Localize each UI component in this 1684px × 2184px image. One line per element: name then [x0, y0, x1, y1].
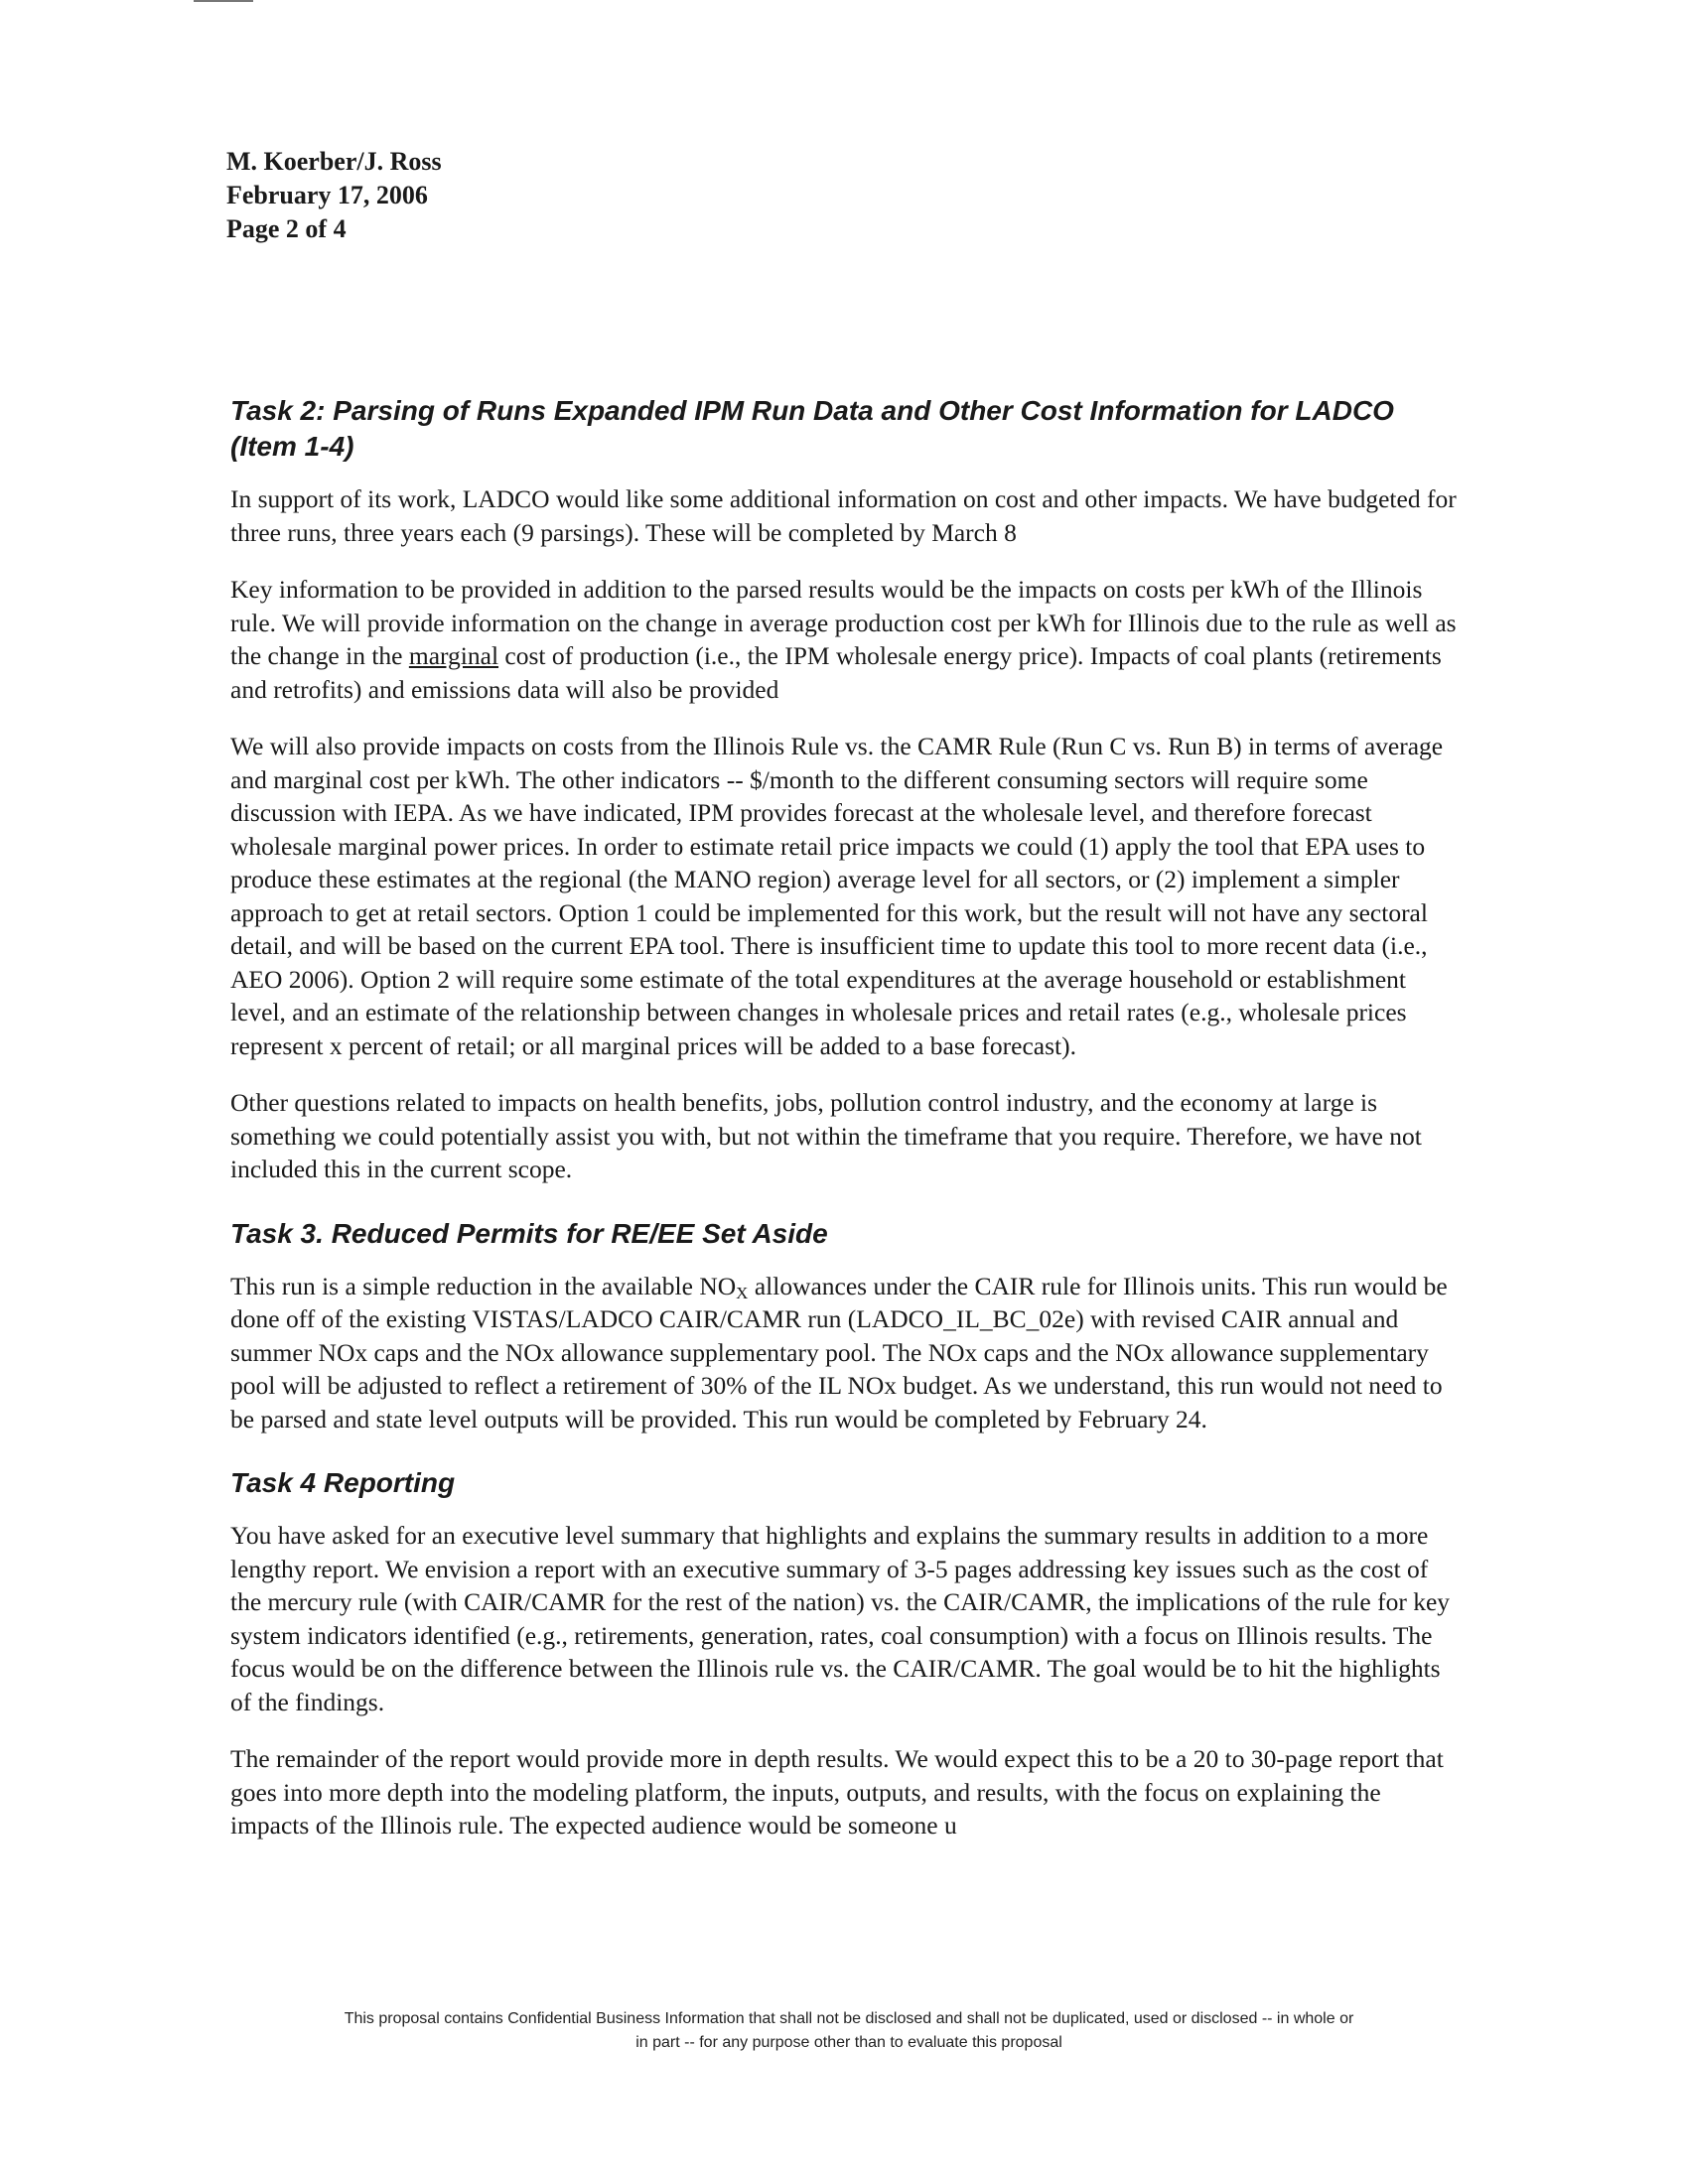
footer-line-2: in part -- for any purpose other than to evaluate this proposal — [635, 2034, 1062, 2051]
task-3-paragraph-1-part-a: This run is a simple reduction in the available NO — [230, 1271, 737, 1300]
task-2-paragraph-2-part-b: cost of production (i.e., the IPM wholesale energy price). Impacts of coal plants (retirements and retrofits) and emissions data will also be provided — [230, 641, 1442, 704]
page-number: Page 2 of 4 — [226, 214, 347, 243]
task-3-paragraph-1-part-b: allowances under the CAIR rule for Illinois units. This run would be done off of the existing VISTAS/LADCO CAIR/CAMR run (LADCO_IL_BC_02e) with revised CAIR annual and summer NOx caps and the NOx allowance supplementary pool. The NOx caps and the NOx allowance supplementary pool will be adjusted to reflect a retirement of 30% of the IL NOx budget. As we understand, this run would not need to be parsed and state level outputs will be provided. This run would be completed by February 24. — [230, 1271, 1448, 1433]
header-date: February 17, 2006 — [226, 181, 428, 209]
task-2-paragraph-4: Other questions related to impacts on health benefits, jobs, pollution control industry, and the economy at large is something we could potentially assist you with, but not within the timeframe that you require. Therefore, we have not included this in the current scope. — [230, 1088, 1422, 1183]
confidentiality-footer — [228, 2007, 1470, 2055]
task-2-paragraph-2 — [230, 573, 1462, 706]
marginal-underlined: marginal — [408, 641, 499, 670]
nox-subscript: X — [736, 1283, 749, 1302]
author-line: M. Koerber/J. Ross — [226, 147, 442, 176]
task-4-paragraph-2: The remainder of the report would provide more in depth results. We would expect this to be a 20 to 30-page report that goes into more depth into the modeling platform, the inputs, outputs, and results, with the focus on explaining the impacts of the Illinois rule. The expected audience would be someone u — [230, 1744, 1444, 1840]
task-2-section — [230, 393, 1462, 1186]
task-2-paragraph-3: We will also provide impacts on costs from the Illinois Rule vs. the CAMR Rule (Run C vs. Run B) in terms of average and marginal cost per kWh. The other indicators -- $/month to the different consuming sectors will require some discussion with IEPA. As we have indicated, IPM provides forecast at the wholesale level, and therefore forecast wholesale marginal power prices. In order to estimate retail price impacts we could (1) apply the tool that EPA uses to produce these estimates at the regional (the MANO region) average level for all sectors, or (2) implement a simpler approach to get at retail sectors. Option 1 could be implemented for this work, but the result will not have any sectoral detail, and will be based on the current EPA tool. There is insufficient time to update this tool to more recent data (i.e., AEO 2006). Option 2 will require some estimate of the total expenditures at the average household or establishment level, and an estimate of the relationship between changes in wholesale prices and retail rates (e.g., wholesale prices represent x percent of retail; or all marginal prices will be added to a base forecast). — [230, 732, 1444, 1060]
task-3-section — [230, 1216, 1462, 1436]
task-4-heading: Task 4 Reporting — [230, 1467, 456, 1498]
task-2-heading: Task 2: Parsing of Runs Expanded IPM Run Data and Other Cost Information for LADCO (Item 1-4) — [230, 395, 1394, 462]
document-body — [230, 393, 1462, 1866]
task-4-section — [230, 1465, 1462, 1843]
scan-artifact — [194, 0, 253, 5]
task-3-paragraph-1 — [230, 1270, 1462, 1436]
footer-line-1: This proposal contains Confidential Business Information that shall not be disclosed and shall not be duplicated, used or disclosed -- in whole or — [344, 2010, 1354, 2027]
task-2-paragraph-1: In support of its work, LADCO would like some additional information on cost and other impacts. We have budgeted for three runs, three years each (9 parsings). These will be completed by March 8 — [230, 484, 1457, 547]
task-2-paragraph-2-part-a: Key information to be provided in addition to the parsed results would be the impacts on costs per kWh of the Illinois rule. We will provide information on the change in average production cost per kWh for Illinois due to the rule as well as the change in the — [230, 575, 1457, 670]
letter-header — [226, 145, 442, 246]
task-3-heading: Task 3. Reduced Permits for RE/EE Set Aside — [230, 1217, 828, 1249]
task-4-paragraph-1: You have asked for an executive level summary that highlights and explains the summary results in addition to a more lengthy report. We envision a report with an executive summary of 3-5 pages addressing key issues such as the cost of the mercury rule (with CAIR/CAMR for the rest of the nation) vs. the CAIR/CAMR, the implications of the rule for key system indicators identified (e.g., retirements, generation, rates, coal consumption) with a focus on Illinois results. The focus would be on the difference between the Illinois rule vs. the CAIR/CAMR. The goal would be to hit the highlights of the findings. — [230, 1521, 1451, 1716]
